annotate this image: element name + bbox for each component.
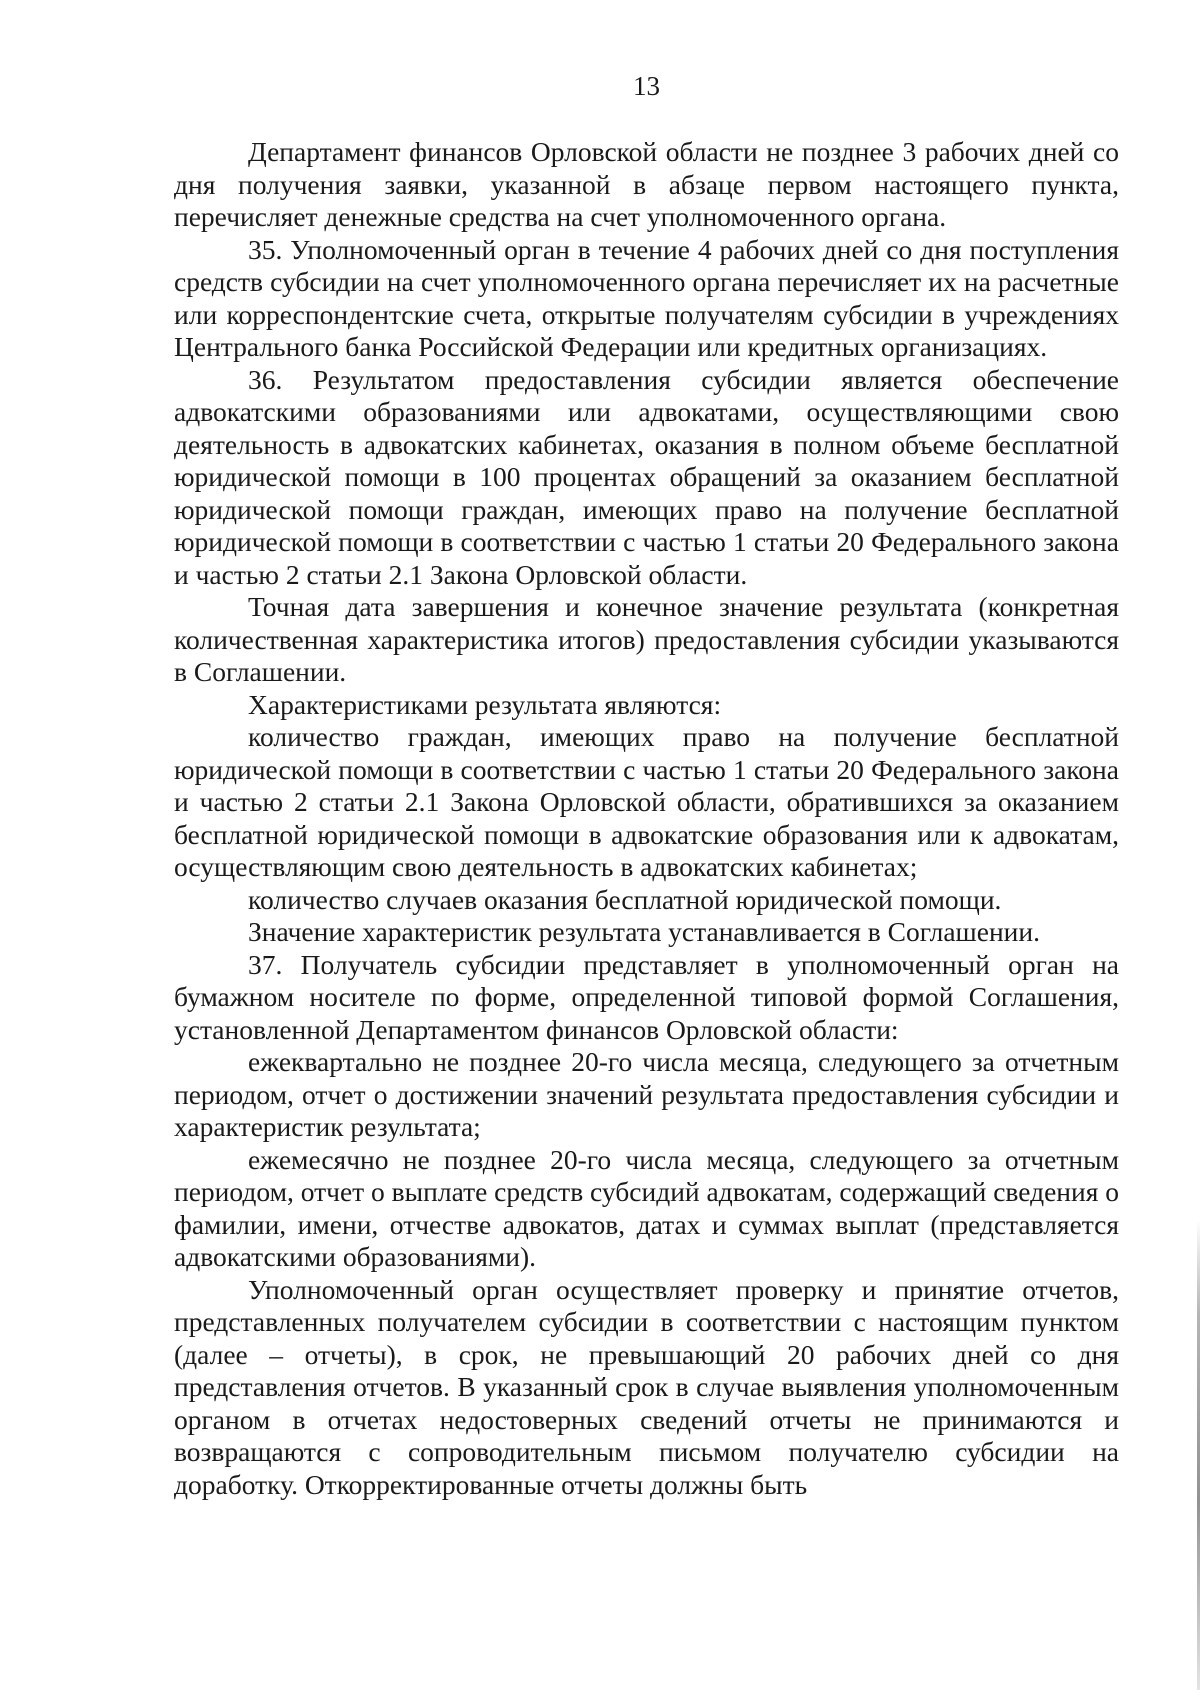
paragraph-monthly-report: ежемесячно не позднее 20-го числа месяца, следующего за отчетным периодом, отчет о выплате средств субсидий адвокатам, содержащий сведения о фамилии, имени, отчестве адвокатов, датах и суммах выплат (представляется адвокатскими образованиями). — [174, 1143, 1119, 1272]
paragraph-quarterly-report: ежеквартально не позднее 20-го числа месяца, следующего за отчетным периодом, отчет о достижении значений результата предоставления субсидии и характеристик результата; — [174, 1046, 1119, 1142]
paragraph-report-verification: Уполномоченный орган осуществляет проверку и принятие отчетов, представленных получателем субсидии в соответствии с настоящим пунктом (далее – отчеты), в срок, не превышающий 20 рабочих дней со дня представления отчетов. В указанный срок в случае выявления уполномоченным органом в отчетах недостоверных сведений отчеты не принимаются и возвращаются с сопроводительным письмом получателю субсидии на доработку. Откорректированные отчеты должны быть — [174, 1273, 1119, 1500]
document-body — [174, 136, 1119, 1501]
paragraph-department-transfer: Департамент финансов Орловской области не позднее 3 рабочих дней со дня получения заявки, указанной в абзаце первом настоящего пункта, перечисляет денежные средства на счет уполномоченного органа. — [174, 136, 1119, 232]
paragraph-clause-37: 37. Получатель субсидии представляет в уполномоченный орган на бумажном носителе по форме, определенной типовой формой Соглашения, установленной Департаментом финансов Орловской области: — [174, 948, 1119, 1045]
paragraph-result-characteristics: Характеристиками результата являются: — [248, 688, 722, 720]
paragraph-characteristics-value: Значение характеристик результата устанавливается в Соглашении. — [248, 916, 1040, 947]
paragraph-cases-count: количество случаев оказания бесплатной юридической помощи. — [248, 883, 1002, 915]
paragraph-clause-35: 35. Уполномоченный орган в течение 4 рабочих дней со дня поступления средств субсидии на счет уполномоченного органа перечисляет их на расчетные или корреспондентские счета, открытые получателям субсидии в учреждениях Центрального банка Российской Федерации или кредитных организациях. — [174, 233, 1119, 362]
page-number: 13 — [633, 71, 660, 101]
paragraph-citizens-count: количество граждан, имеющих право на получение бесплатной юридической помощи в соответствии с частью 1 статьи 20 Федерального закона и частью 2 статьи 2.1 Закона Орловской области, обратившихся за оказанием бесплатной юридической помощи в адвокатские образования или к адвокатам, осуществляющим свою деятельность в адвокатских кабинетах; — [174, 721, 1119, 882]
paragraph-result-date: Точная дата завершения и конечное значение результата (конкретная количественная характеристика итогов) предоставления субсидии указываются в Соглашении. — [174, 591, 1119, 687]
paragraph-clause-36: 36. Результатом предоставления субсидии является обеспечение адвокатскими образованиями или адвокатами, осуществляющими свою деятельность в адвокатских кабинетах, оказания в полном объеме бесплатной юридической помощи в 100 процентах обращений за оказанием бесплатной юридической помощи граждан, имеющих право на получение бесплатной юридической помощи в соответствии с частью 1 статьи 20 Федерального закона и частью 2 статьи 2.1 Закона Орловской области. — [174, 363, 1119, 590]
